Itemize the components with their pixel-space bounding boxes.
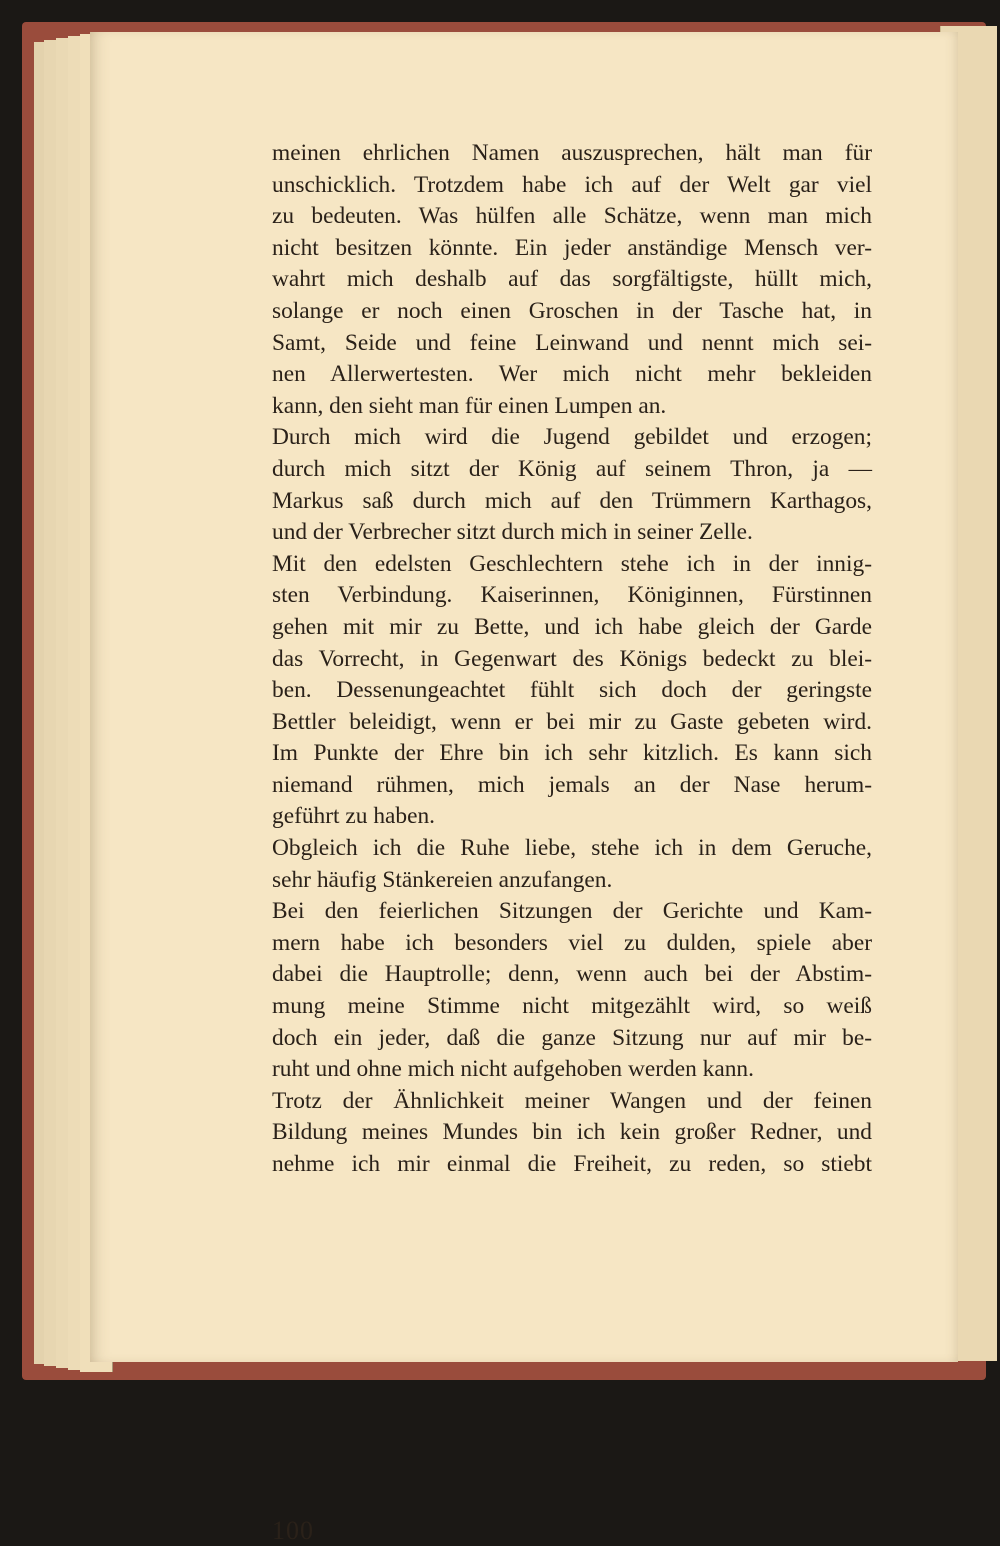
text-line: zu bedeuten. Was hülfen alle Schätze, wenn man mich	[272, 203, 872, 230]
text-line: sten Verbindung. Kaiserinnen, Königinnen, Fürstinnen	[272, 582, 872, 609]
text-line: nicht besitzen könnte. Ein jeder anständige Mensch ver-	[272, 234, 872, 261]
text-line: wahrt mich deshalb auf das sorgfältigste, hüllt mich,	[272, 266, 872, 293]
page-number: 100	[272, 1516, 314, 1545]
book-page	[90, 32, 958, 1545]
text-line: unschicklich. Trotzdem habe ich auf der Welt gar viel	[272, 171, 872, 198]
text-line: nehme ich mir einmal die Freiheit, zu reden, so stiebt	[272, 1151, 872, 1177]
text-line: dabei die Hauptrolle; denn, wenn auch bei der Abstim-	[272, 961, 872, 988]
text-line: ruht und ohne mich nicht aufgehoben werden kann.	[272, 1056, 754, 1083]
text-line: niemand rühmen, mich jemals an der Nase herum-	[272, 771, 872, 798]
text-line: geführt zu haben.	[272, 803, 436, 830]
text-line: nen Allerwertesten. Wer mich nicht mehr bekleiden	[272, 361, 872, 388]
text-line: doch ein jeder, daß die ganze Sitzung nur auf mir be-	[272, 1024, 872, 1051]
text-line: und der Verbrecher sitzt durch mich in seiner Zelle.	[272, 519, 753, 546]
text-line: ben. Dessenungeachtet fühlt sich doch der geringste	[272, 677, 872, 704]
text-line: das Vorrecht, in Gegenwart des Königs bedeckt zu blei-	[272, 645, 872, 672]
text-line: mern habe ich besonders viel zu dulden, spiele aber	[272, 929, 872, 956]
text-line: Bildung meines Mundes bin ich kein großer Redner, und	[272, 1119, 872, 1146]
text-line: sehr häufig Stänkereien anzufangen.	[272, 866, 613, 893]
text-line: Markus saß durch mich auf den Trümmern Karthagos,	[272, 487, 872, 514]
text-line: Bei den feierlichen Sitzungen der Gerichte und Kam-	[272, 898, 872, 925]
page-text	[272, 138, 872, 1181]
text-line: Trotz der Ähnlichkeit meiner Wangen und der feinen	[272, 1087, 872, 1114]
text-line: kann, den sieht man für einen Lumpen an.	[272, 392, 667, 419]
text-line: meinen ehrlichen Namen auszusprechen, hält man für	[272, 140, 872, 166]
text-line: gehen mit mir zu Bette, und ich habe gleich der Garde	[272, 613, 872, 640]
text-line: Durch mich wird die Jugend gebildet und erzogen;	[272, 424, 872, 451]
text-line: durch mich sitzt der König auf seinem Thron, ja —	[272, 455, 872, 482]
text-line: solange er noch einen Groschen in der Tasche hat, in	[272, 297, 872, 324]
text-line: Im Punkte der Ehre bin ich sehr kitzlich. Es kann sich	[272, 740, 872, 767]
text-line: Samt, Seide und feine Leinwand und nennt mich sei-	[272, 329, 872, 356]
text-line: Obgleich ich die Ruhe liebe, stehe ich in dem Geruche,	[272, 835, 872, 862]
text-line: Bettler beleidigt, wenn er bei mir zu Gaste gebeten wird.	[272, 708, 872, 735]
text-line: Mit den edelsten Geschlechtern stehe ich in der innig-	[272, 550, 872, 577]
text-line: mung meine Stimme nicht mitgezählt wird, so weiß	[272, 993, 872, 1020]
